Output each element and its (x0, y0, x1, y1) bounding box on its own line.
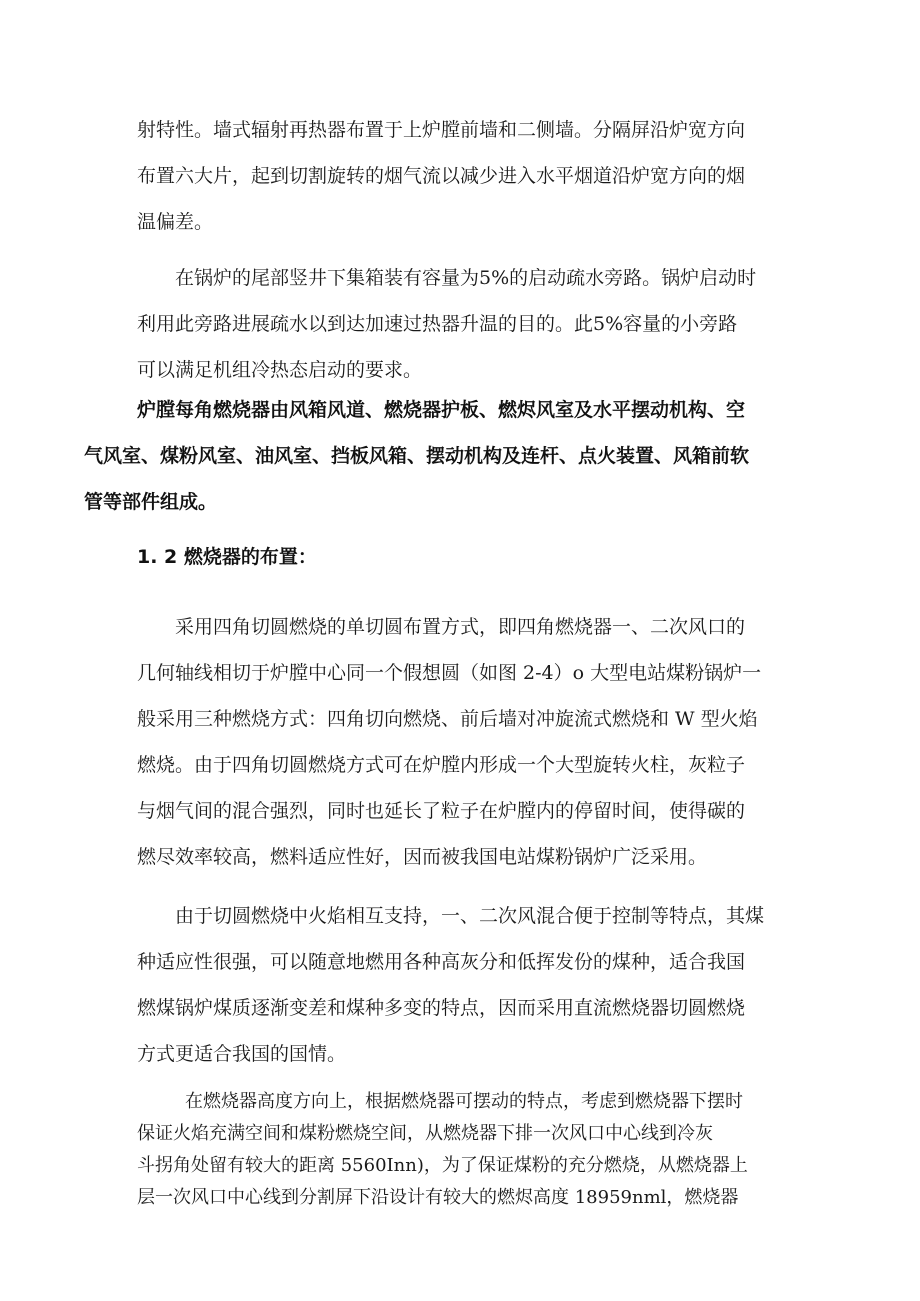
paragraph-4-line-1: 采用四角切圆燃烧的单切圆布置方式，即四角燃烧器一、二次风口的 (175, 616, 746, 638)
paragraph-3-line-3: 管等部件组成。 (84, 491, 218, 513)
paragraph-6-line-3: 斗拐角处留有较大的距离 5560Inn)，为了保证煤粉的充分燃烧，从燃烧器上 (137, 1155, 748, 1176)
paragraph-2-line-1: 在锅炉的尾部竖井下集箱装有容量为5%的启动疏水旁路。锅炉启动时 (175, 267, 757, 289)
paragraph-3-line-1: 炉膛每角燃烧器由风箱风道、燃烧器护板、燃烬风室及水平摆动机构、空 (137, 399, 746, 421)
paragraph-4-line-6: 燃尽效率较高，燃料适应性好，因而被我国电站煤粉锅炉广泛采用。 (137, 846, 708, 868)
paragraph-1-line-1: 射特性。墙式辐射再热器布置于上炉膛前墙和二侧墙。分隔屏沿炉宽方向 (137, 119, 746, 141)
paragraph-4-line-2: 几何轴线相切于炉膛中心同一个假想圆（如图 2-4）o 大型电站煤粉锅炉一 (137, 662, 762, 684)
paragraph-1-line-2: 布置六大片，起到切割旋转的烟气流以减少进入水平烟道沿炉宽方向的烟 (137, 165, 746, 187)
paragraph-6-line-1: 在燃烧器高度方向上，根据燃烧器可摆动的特点，考虑到燃烧器下摆时 (185, 1091, 743, 1112)
paragraph-3-line-2: 气风室、煤粉风室、油风室、挡板风箱、摆动机构及连杆、点火装置、风箱前软 (84, 445, 750, 467)
paragraph-4-line-4: 燃烧。由于四角切圆燃烧方式可在炉膛内形成一个大型旋转火柱，灰粒子 (137, 754, 746, 776)
paragraph-4-line-3: 般采用三种燃烧方式：四角切向燃烧、前后墙对冲旋流式燃烧和 W 型火焰 (137, 708, 758, 730)
paragraph-6-line-2: 保证火焰充满空间和煤粉燃烧空间，从燃烧器下排一次风口中心线到冷灰 (137, 1123, 713, 1144)
paragraph-1-line-3: 温偏差。 (137, 211, 214, 233)
paragraph-6-line-4: 层一次风口中心线到分割屏下沿设计有较大的燃烬高度 18959nml，燃烧器 (137, 1187, 739, 1208)
paragraph-5-line-3: 燃煤锅炉煤质逐渐变差和煤种多变的特点，因而采用直流燃烧器切圆燃烧 (137, 997, 746, 1019)
paragraph-2-line-3: 可以满足机组冷热态启动的要求。 (137, 359, 423, 381)
paragraph-4-line-5: 与烟气间的混合强烈，同时也延长了粒子在炉膛内的停留时间，使得碳的 (137, 800, 746, 822)
section-heading: 1. 2 燃烧器的布置： (137, 546, 317, 568)
paragraph-2-line-2: 利用此旁路进展疏水以到达加速过热器升温的目的。此5%容量的小旁路 (137, 313, 738, 335)
paragraph-5-line-2: 种适应性很强，可以随意地燃用各种高灰分和低挥发份的煤种，适合我国 (137, 951, 746, 973)
paragraph-5-line-4: 方式更适合我国的国情。 (137, 1043, 347, 1065)
paragraph-5-line-1: 由于切圆燃烧中火焰相互支持，一、二次风混合便于控制等特点，其煤 (175, 905, 765, 927)
